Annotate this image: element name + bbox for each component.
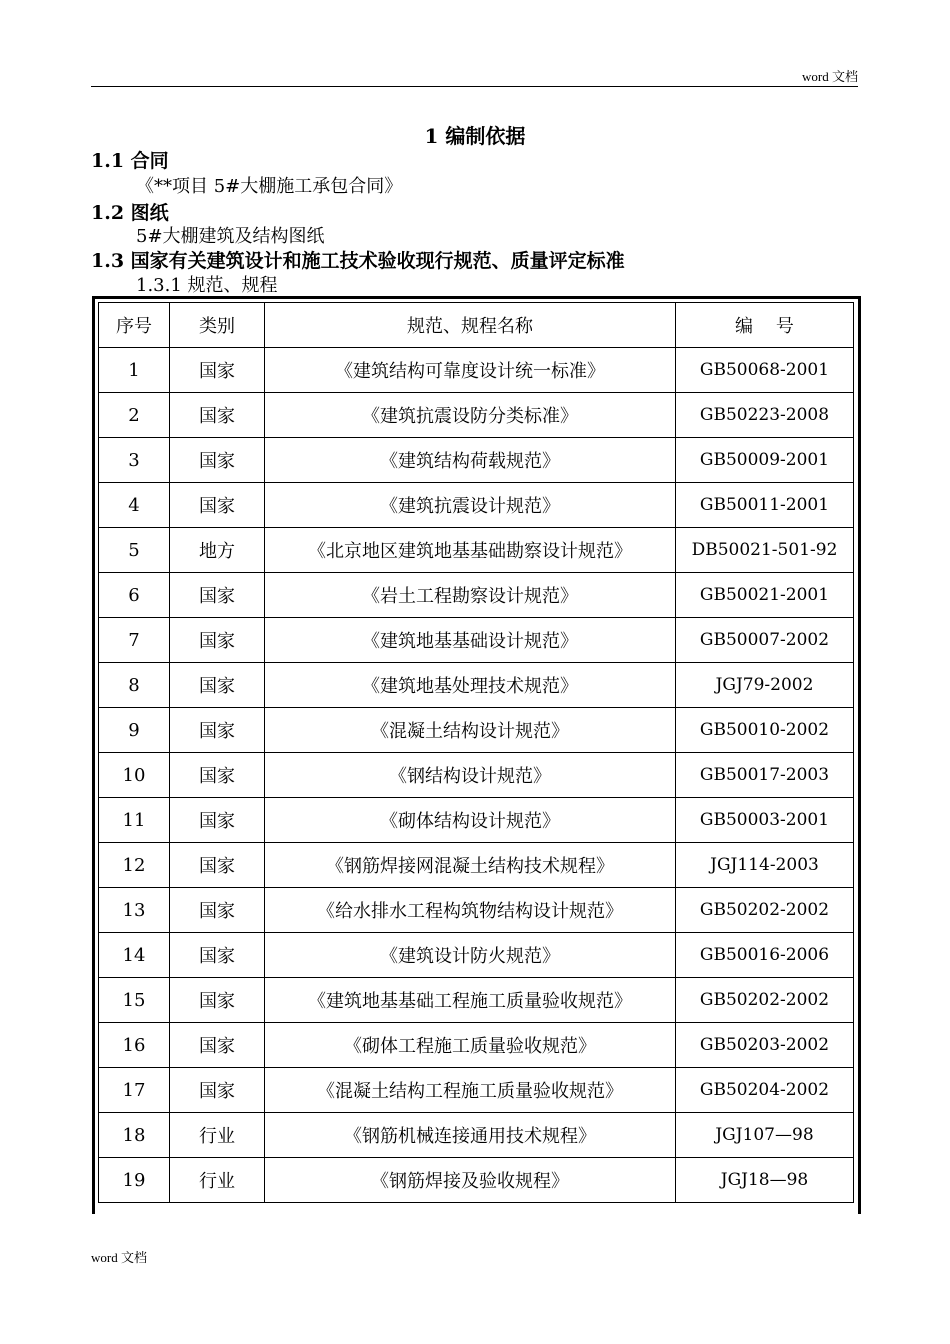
row-name-cell: 《钢筋焊接网混凝土结构技术规程》 xyxy=(265,843,676,888)
header-cell-index: 序号 xyxy=(99,303,170,348)
section-body-contract: 《**项目 5#大棚施工承包合同》 xyxy=(136,176,403,197)
row-index-cell: 12 xyxy=(99,843,170,888)
row-code-cell: GB50203-2002 xyxy=(676,1023,854,1068)
subsection-heading-codes: 1.3.1 规范、规程 xyxy=(136,275,278,296)
row-index-cell: 2 xyxy=(99,393,170,438)
table-row xyxy=(99,393,854,438)
page-header-text: word 文档 xyxy=(802,69,858,84)
row-category-cell: 国家 xyxy=(170,1023,265,1068)
row-category-cell: 国家 xyxy=(170,753,265,798)
row-code-cell: JGJ114-2003 xyxy=(676,843,854,888)
row-code-cell: JGJ18—98 xyxy=(676,1158,854,1203)
row-code-cell: DB50021-501-92 xyxy=(676,528,854,573)
header-cell-code: 编 号 xyxy=(676,303,854,348)
row-code-cell: GB50021-2001 xyxy=(676,573,854,618)
table-row xyxy=(99,438,854,483)
row-category-cell: 国家 xyxy=(170,663,265,708)
row-index-cell: 6 xyxy=(99,573,170,618)
header-cell-category: 类别 xyxy=(170,303,265,348)
table-row xyxy=(99,933,854,978)
table-row xyxy=(99,1158,854,1203)
row-code-cell: GB50016-2006 xyxy=(676,933,854,978)
row-name-cell: 《钢筋焊接及验收规程》 xyxy=(265,1158,676,1203)
table-row xyxy=(99,753,854,798)
row-category-cell: 国家 xyxy=(170,798,265,843)
row-category-cell: 国家 xyxy=(170,618,265,663)
table-row xyxy=(99,618,854,663)
row-index-cell: 16 xyxy=(99,1023,170,1068)
row-code-cell: GB50017-2003 xyxy=(676,753,854,798)
row-code-cell: GB50010-2002 xyxy=(676,708,854,753)
section-heading-drawings: 1.2 图纸 xyxy=(91,202,169,224)
table-row xyxy=(99,483,854,528)
row-code-cell: GB50202-2002 xyxy=(676,978,854,1023)
row-category-cell: 国家 xyxy=(170,348,265,393)
row-name-cell: 《岩土工程勘察设计规范》 xyxy=(265,573,676,618)
row-category-cell: 国家 xyxy=(170,483,265,528)
table-row xyxy=(99,798,854,843)
row-name-cell: 《建筑地基基础工程施工质量验收规范》 xyxy=(265,978,676,1023)
row-code-cell: JGJ107—98 xyxy=(676,1113,854,1158)
row-code-cell: GB50003-2001 xyxy=(676,798,854,843)
row-code-cell: GB50204-2002 xyxy=(676,1068,854,1113)
row-name-cell: 《混凝土结构工程施工质量验收规范》 xyxy=(265,1068,676,1113)
row-category-cell: 国家 xyxy=(170,573,265,618)
row-category-cell: 地方 xyxy=(170,528,265,573)
section-body-drawings: 5#大棚建筑及结构图纸 xyxy=(136,226,325,247)
row-name-cell: 《建筑结构可靠度设计统一标准》 xyxy=(265,348,676,393)
standards-table xyxy=(98,302,854,1203)
table-row xyxy=(99,708,854,753)
row-code-cell: GB50011-2001 xyxy=(676,483,854,528)
row-index-cell: 17 xyxy=(99,1068,170,1113)
row-category-cell: 国家 xyxy=(170,708,265,753)
row-category-cell: 国家 xyxy=(170,978,265,1023)
row-name-cell: 《钢结构设计规范》 xyxy=(265,753,676,798)
header-divider xyxy=(91,86,858,87)
row-category-cell: 国家 xyxy=(170,843,265,888)
row-code-cell: GB50007-2002 xyxy=(676,618,854,663)
row-code-cell: GB50009-2001 xyxy=(676,438,854,483)
row-name-cell: 《北京地区建筑地基基础勘察设计规范》 xyxy=(265,528,676,573)
row-index-cell: 5 xyxy=(99,528,170,573)
table-row xyxy=(99,1113,854,1158)
row-name-cell: 《建筑设计防火规范》 xyxy=(265,933,676,978)
header-cell-name: 规范、规程名称 xyxy=(265,303,676,348)
row-index-cell: 9 xyxy=(99,708,170,753)
row-name-cell: 《建筑抗震设计规范》 xyxy=(265,483,676,528)
table-row xyxy=(99,843,854,888)
standards-table-frame xyxy=(92,296,861,1214)
row-index-cell: 13 xyxy=(99,888,170,933)
row-name-cell: 《建筑地基基础设计规范》 xyxy=(265,618,676,663)
row-index-cell: 10 xyxy=(99,753,170,798)
row-name-cell: 《钢筋机械连接通用技术规程》 xyxy=(265,1113,676,1158)
row-index-cell: 14 xyxy=(99,933,170,978)
row-category-cell: 行业 xyxy=(170,1113,265,1158)
row-index-cell: 15 xyxy=(99,978,170,1023)
row-name-cell: 《建筑结构荷载规范》 xyxy=(265,438,676,483)
row-code-cell: JGJ79-2002 xyxy=(676,663,854,708)
table-row xyxy=(99,573,854,618)
row-category-cell: 国家 xyxy=(170,888,265,933)
row-index-cell: 3 xyxy=(99,438,170,483)
row-name-cell: 《建筑抗震设防分类标准》 xyxy=(265,393,676,438)
table-body xyxy=(99,348,854,1203)
row-index-cell: 1 xyxy=(99,348,170,393)
page-footer-text: word 文档 xyxy=(91,1250,147,1265)
table-row xyxy=(99,528,854,573)
row-name-cell: 《混凝土结构设计规范》 xyxy=(265,708,676,753)
table-row xyxy=(99,1023,854,1068)
section-heading-standards: 1.3 国家有关建筑设计和施工技术验收现行规范、质量评定标准 xyxy=(91,250,625,272)
table-row xyxy=(99,348,854,393)
row-category-cell: 国家 xyxy=(170,438,265,483)
row-name-cell: 《给水排水工程构筑物结构设计规范》 xyxy=(265,888,676,933)
row-index-cell: 19 xyxy=(99,1158,170,1203)
table-row xyxy=(99,663,854,708)
row-code-cell: GB50202-2002 xyxy=(676,888,854,933)
row-code-cell: GB50068-2001 xyxy=(676,348,854,393)
chapter-title: 1 编制依据 xyxy=(424,124,526,148)
table-header-row xyxy=(99,303,854,348)
row-name-cell: 《砌体结构设计规范》 xyxy=(265,798,676,843)
row-category-cell: 国家 xyxy=(170,1068,265,1113)
row-code-cell: GB50223-2008 xyxy=(676,393,854,438)
row-index-cell: 8 xyxy=(99,663,170,708)
row-index-cell: 4 xyxy=(99,483,170,528)
row-name-cell: 《砌体工程施工质量验收规范》 xyxy=(265,1023,676,1068)
row-index-cell: 18 xyxy=(99,1113,170,1158)
section-heading-contract: 1.1 合同 xyxy=(91,150,169,172)
table-row xyxy=(99,888,854,933)
row-name-cell: 《建筑地基处理技术规范》 xyxy=(265,663,676,708)
table-row xyxy=(99,1068,854,1113)
row-category-cell: 国家 xyxy=(170,933,265,978)
row-index-cell: 7 xyxy=(99,618,170,663)
row-category-cell: 国家 xyxy=(170,393,265,438)
table-row xyxy=(99,978,854,1023)
row-index-cell: 11 xyxy=(99,798,170,843)
row-category-cell: 行业 xyxy=(170,1158,265,1203)
